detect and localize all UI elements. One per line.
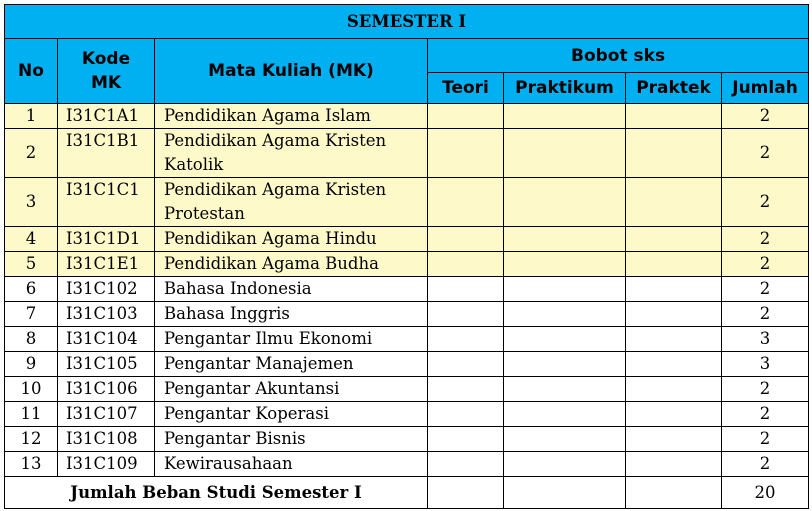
row-mata-kuliah: Pendidikan Agama Islam: [155, 104, 428, 129]
row-mata-kuliah: Pengantar Ilmu Ekonomi: [155, 327, 428, 352]
row-jumlah: 2: [722, 104, 809, 129]
row-mata-kuliah: Pengantar Manajemen: [155, 352, 428, 377]
row-jumlah: 3: [722, 327, 809, 352]
header-praktikum: Praktikum: [504, 73, 626, 104]
row-mata-kuliah: Pengantar Bisnis: [155, 427, 428, 452]
row-praktikum: [504, 352, 626, 377]
table-row: [5, 452, 809, 477]
row-praktikum: [504, 427, 626, 452]
row-no: 10: [5, 377, 58, 402]
table-row: [5, 377, 809, 402]
table-row: [5, 277, 809, 302]
row-praktek: [626, 252, 722, 277]
row-praktikum: [504, 277, 626, 302]
row-teori: [428, 252, 504, 277]
row-jumlah: 2: [722, 452, 809, 477]
row-kode-mk: I31C1D1: [58, 227, 155, 252]
row-jumlah: 2: [722, 302, 809, 327]
row-jumlah: 2: [722, 178, 809, 227]
total-teori: [428, 477, 504, 509]
header-jumlah: Jumlah: [722, 73, 809, 104]
row-kode-mk: I31C104: [58, 327, 155, 352]
row-jumlah: 2: [722, 377, 809, 402]
header-no: No: [5, 39, 58, 104]
row-jumlah: 2: [722, 427, 809, 452]
row-kode-mk: I31C1B1: [58, 129, 155, 178]
row-praktek: [626, 178, 722, 227]
table-row: [5, 327, 809, 352]
row-mata-kuliah: Pendidikan Agama Budha: [155, 252, 428, 277]
table-row: [5, 178, 809, 227]
row-no: 2: [5, 129, 58, 178]
row-praktek: [626, 352, 722, 377]
row-kode-mk: I31C103: [58, 302, 155, 327]
row-teori: [428, 129, 504, 178]
header-praktek: Praktek: [626, 73, 722, 104]
total-jumlah: 20: [722, 477, 809, 509]
row-no: 7: [5, 302, 58, 327]
row-kode-mk: I31C1A1: [58, 104, 155, 129]
row-teori: [428, 402, 504, 427]
semester-title: SEMESTER I: [5, 5, 809, 39]
semester-table: [4, 4, 809, 509]
row-no: 12: [5, 427, 58, 452]
total-praktikum: [504, 477, 626, 509]
total-row: [5, 477, 809, 509]
table-row: [5, 252, 809, 277]
table-row: [5, 427, 809, 452]
row-no: 3: [5, 178, 58, 227]
row-praktek: [626, 277, 722, 302]
table-row: [5, 402, 809, 427]
row-praktek: [626, 302, 722, 327]
row-kode-mk: I31C105: [58, 352, 155, 377]
row-kode-mk: I31C109: [58, 452, 155, 477]
course-rows: [5, 104, 809, 477]
row-no: 4: [5, 227, 58, 252]
row-mata-kuliah: Kewirausahaan: [155, 452, 428, 477]
row-praktek: [626, 327, 722, 352]
row-mata-kuliah: Bahasa Inggris: [155, 302, 428, 327]
row-praktikum: [504, 402, 626, 427]
row-jumlah: 3: [722, 352, 809, 377]
row-praktikum: [504, 252, 626, 277]
row-kode-mk: I31C1E1: [58, 252, 155, 277]
row-praktikum: [504, 327, 626, 352]
row-praktikum: [504, 302, 626, 327]
row-teori: [428, 327, 504, 352]
header-kode-mk: Kode MK: [58, 39, 155, 104]
total-praktek: [626, 477, 722, 509]
row-mata-kuliah: Pendidikan Agama Kristen Protestan: [155, 178, 428, 227]
row-teori: [428, 352, 504, 377]
row-praktikum: [504, 227, 626, 252]
row-praktek: [626, 129, 722, 178]
row-praktikum: [504, 377, 626, 402]
row-no: 6: [5, 277, 58, 302]
row-teori: [428, 178, 504, 227]
row-kode-mk: I31C107: [58, 402, 155, 427]
row-praktek: [626, 452, 722, 477]
row-jumlah: 2: [722, 402, 809, 427]
row-no: 13: [5, 452, 58, 477]
row-praktek: [626, 104, 722, 129]
row-teori: [428, 377, 504, 402]
row-mata-kuliah: Pendidikan Agama Kristen Katolik: [155, 129, 428, 178]
row-mata-kuliah: Bahasa Indonesia: [155, 277, 428, 302]
row-teori: [428, 452, 504, 477]
row-no: 11: [5, 402, 58, 427]
row-praktek: [626, 427, 722, 452]
row-no: 1: [5, 104, 58, 129]
total-label: Jumlah Beban Studi Semester I: [5, 477, 428, 509]
row-jumlah: 2: [722, 227, 809, 252]
row-jumlah: 2: [722, 252, 809, 277]
row-praktikum: [504, 178, 626, 227]
row-no: 5: [5, 252, 58, 277]
row-praktek: [626, 402, 722, 427]
table-row: [5, 129, 809, 178]
row-teori: [428, 302, 504, 327]
header-teori: Teori: [428, 73, 504, 104]
table-row: [5, 227, 809, 252]
row-praktikum: [504, 452, 626, 477]
row-teori: [428, 277, 504, 302]
row-no: 9: [5, 352, 58, 377]
row-kode-mk: I31C106: [58, 377, 155, 402]
table-row: [5, 302, 809, 327]
row-praktek: [626, 227, 722, 252]
row-no: 8: [5, 327, 58, 352]
header-mata-kuliah: Mata Kuliah (MK): [155, 39, 428, 104]
row-mata-kuliah: Pengantar Koperasi: [155, 402, 428, 427]
row-jumlah: 2: [722, 129, 809, 178]
row-teori: [428, 427, 504, 452]
table-row: [5, 104, 809, 129]
row-praktikum: [504, 104, 626, 129]
table-row: [5, 352, 809, 377]
row-jumlah: 2: [722, 277, 809, 302]
row-mata-kuliah: Pendidikan Agama Hindu: [155, 227, 428, 252]
row-praktikum: [504, 129, 626, 178]
row-teori: [428, 104, 504, 129]
row-praktek: [626, 377, 722, 402]
header-bobot-sks: Bobot sks: [428, 39, 809, 73]
row-kode-mk: I31C1C1: [58, 178, 155, 227]
row-teori: [428, 227, 504, 252]
row-mata-kuliah: Pengantar Akuntansi: [155, 377, 428, 402]
row-kode-mk: I31C108: [58, 427, 155, 452]
row-kode-mk: I31C102: [58, 277, 155, 302]
